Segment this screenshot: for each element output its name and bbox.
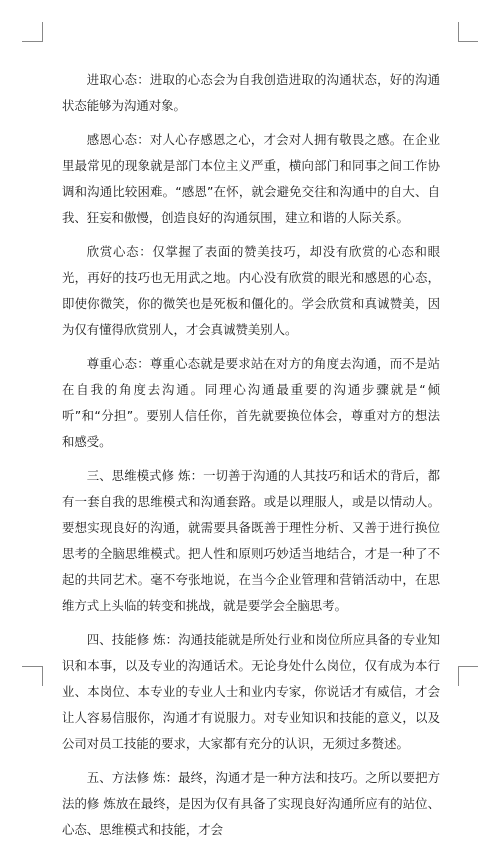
paragraph-skill-cultivation: 四、技能修 炼：沟通技能就是所处行业和岗位所应具备的专业知识和本事，以及专业的沟通话术。无论身处什么岗位，仅有成为本行业、本岗位、本专业的专业人士和业内专家，你说话才有威信，才会让人容易信服你，沟通才有说服力。对专业知识和技能的意义，以及公司对员工技能的要求，大家都有充分的认识，无须过多赘述。	[62, 632, 440, 751]
paragraph-gratitude-mindset: 感恩心态：对人心存感恩之心，才会对人拥有敬畏之感。在企业里最常见的现象就是部门本位主义严重，横向部门和同事之间工作协调和沟通比较困难。“感恩”在怀，就会避免交往和沟通中的自大、自我、狂妄和傲慢，创造良好的沟通氛围，建立和谐的人际关系。	[62, 132, 440, 225]
crop-mark-bottom-right-h	[458, 666, 478, 667]
paragraph-progressive-mindset: 进取心态：进取的心态会为自我创造进取的沟通状态，好的沟通状态能够为沟通对象。	[62, 72, 440, 113]
body-text	[62, 67, 440, 851]
crop-mark-top-right-v	[458, 22, 459, 42]
crop-mark-top-right-h	[458, 41, 478, 42]
crop-mark-top-left-v	[42, 22, 43, 42]
paragraph-appreciation-mindset: 欣赏心态：仅掌握了表面的赞美技巧，却没有欣赏的心态和眼光，再好的技巧也无用武之地。内心没有欣赏的眼光和感恩的心态，即使你微笑，你的微笑也是死板和僵化的。学会欣赏和真诚赞美，因为仅有懂得欣赏别人，才会真诚赞美别人。	[62, 244, 440, 337]
crop-mark-bottom-left-v	[42, 666, 43, 686]
crop-mark-top-left-h	[22, 41, 42, 42]
paragraph-thinking-mode: 三、思维模式修 炼：一切善于沟通的人其技巧和话术的背后，都有一套自我的思维模式和沟通套路。或是以理服人，或是以情动人。要想实现良好的沟通，就需要具备既善于理性分析、又善于进行换位思考的全脑思维模式。把人性和原则巧妙适当地结合，才是一种了不起的共同艺术。毫不夸张地说，在当今企业管理和营销活动中，在思维方式上头临的转变和挑战，就是要学会全脑思考。	[62, 468, 440, 613]
crop-mark-bottom-right-v	[458, 666, 459, 686]
crop-mark-bottom-left-h	[22, 666, 42, 667]
paragraph-method-cultivation: 五、方法修 炼：最终，沟通才是一种方法和技巧。之所以要把方法的修 炼放在最终，是因为仅有具备了实现良好沟通所应有的站位、心态、思维模式和技能，才会	[62, 770, 440, 837]
paragraph-respect-mindset: 尊重心态：尊重心态就是要求站在对方的角度去沟通，而不是站在自我的角度去沟通。同理心沟通最重要的沟通步骤就是“倾听”和“分担”。要别人信任你，首先就要换位体会，尊重对方的想法和感受。	[62, 356, 440, 449]
